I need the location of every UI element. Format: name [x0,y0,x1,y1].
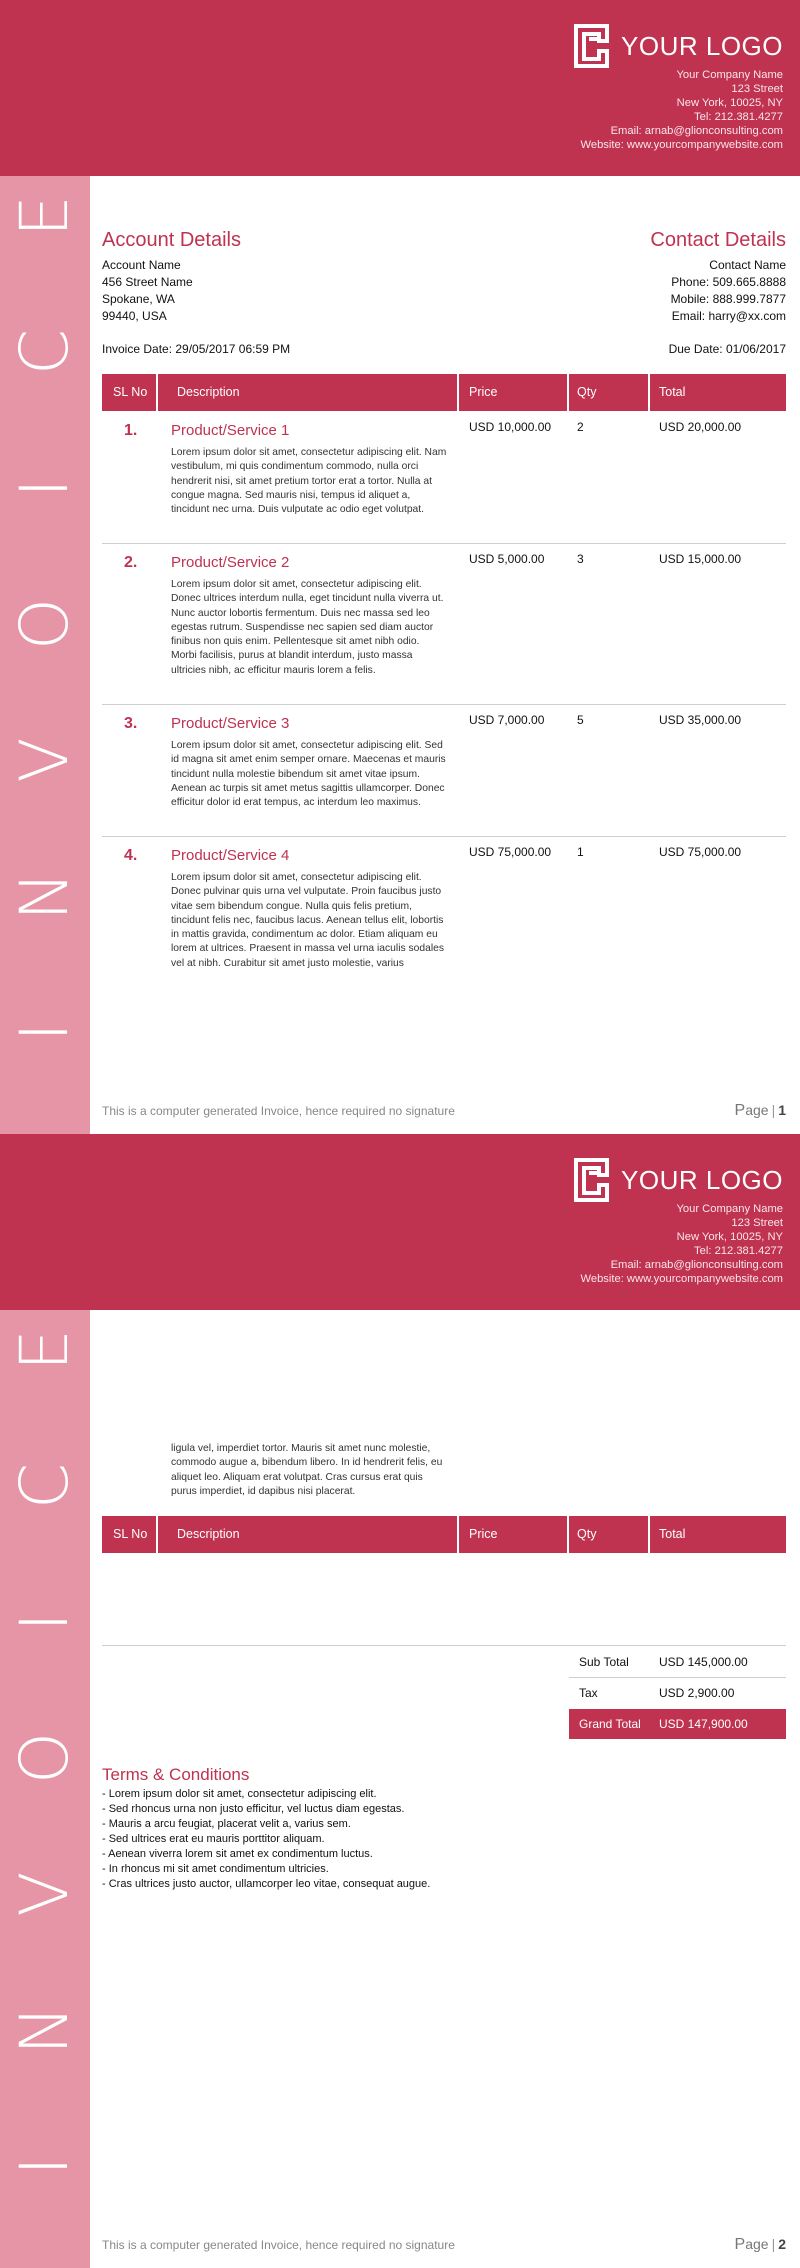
terms-item: - Lorem ipsum dolor sit amet, consectetur adipiscing elit. [102,1788,377,1800]
logo-text: YOUR LOGO [621,1165,783,1195]
item-description: Lorem ipsum dolor sit amet, consectetur adipiscing elit. Donec ultrices interdum nulla, eget tincidunt nulla viverra ut. Nunc auctor lobortis fermentum. Duis nec massa sed leo egestas rutrum. Suspendisse nec sapien sed diam auctor finibus non quis enim. Pellentesque sit amet nibh odio. Morbi facilisis, purus at blandit interdum, justo massa ultricies nibh, ac efficitur mauris lorem a felis. [171,579,444,676]
terms-item: - Mauris a arcu feugiat, placerat velit a, varius sem. [102,1818,351,1830]
company-email: Email: arnab@glionconsulting.com [610,1259,783,1271]
square-bracket-logo-icon [573,23,611,69]
subtotal-value: USD 145,000.00 [659,1655,748,1669]
page-number-value: 2 [778,2236,786,2252]
sidebar-letter: E [6,1329,83,1371]
header-qty: Qty [577,1527,597,1541]
header-divider [648,374,650,411]
item-title: Product/Service 1 [171,422,290,439]
company-street: 123 Street [731,83,783,95]
company-tel: Tel: 212.381.4277 [694,111,783,123]
sidebar-letter: O [6,598,83,650]
header-divider [567,1516,569,1553]
contact-name: Contact Name [709,258,786,272]
item-number: 3. [124,715,138,732]
item-description-continued: ligula vel, imperdiet tortor. Mauris sit amet nunc molestie, commodo augue a, bibendum libero. In id hendrerit felis, eu aliquet leo. Aliquam erat volutpat. Cras cursus erat quis purus imperdiet, id dapibus nisi placerat. [171,1443,443,1497]
item-number: 1. [124,422,138,439]
company-website: Website: www.yourcompanywebsite.com [580,139,783,151]
company-info [581,68,784,152]
header-price: Price [469,385,498,399]
grand-total-row [569,1709,786,1739]
account-city: Spokane, WA [102,292,175,306]
item-qty: 3 [577,552,584,566]
company-tel: Tel: 212.381.4277 [694,1245,783,1257]
page-number [735,1102,786,1120]
company-name: Your Company Name [676,69,783,81]
grand-total-value: USD 147,900.00 [659,1717,748,1731]
header-divider [457,1516,459,1553]
item-title: Product/Service 3 [171,715,290,732]
invoice-sidebar [0,176,90,1134]
tax-row [569,1678,786,1708]
contact-details-title: Contact Details [650,229,786,251]
item-title: Product/Service 2 [171,554,290,571]
due-date: Due Date: 01/06/2017 [668,342,786,356]
invoice-date: Invoice Date: 29/05/2017 06:59 PM [102,342,291,356]
sidebar-letter: N [6,2005,83,2055]
account-name: Account Name [102,258,181,272]
logo-text: YOUR LOGO [621,31,783,61]
sidebar-letter: I [6,478,83,498]
header-total: Total [659,1527,686,1541]
item-price: USD 10,000.00 [469,420,552,434]
company-email: Email: arnab@glionconsulting.com [610,125,783,137]
invoice-page-2 [0,1134,800,2268]
company-logo [573,1156,783,1204]
header-sl-no: SL No [113,385,148,399]
header-price: Price [469,1527,498,1541]
page-label: age [745,2236,769,2252]
sidebar-invoice-text [0,176,90,1134]
page-content [102,1310,786,2268]
contact-mobile: Mobile: 888.999.7877 [670,292,786,306]
account-details-title: Account Details [102,229,241,251]
header-description: Description [177,1527,240,1541]
item-price: USD 75,000.00 [469,845,552,859]
sidebar-letter: C [6,1462,83,1510]
sidebar-letter: V [6,1871,83,1917]
header-divider [156,1516,158,1553]
sidebar-letter: E [6,195,83,237]
header-divider [457,374,459,411]
terms-item: - Sed rhoncus urna non justo efficitur, vel luctus diam egestas. [102,1803,405,1815]
company-website: Website: www.yourcompanywebsite.com [580,1273,783,1285]
sidebar-letter: I [6,2156,83,2176]
grand-total-label: Grand Total [579,1717,641,1731]
item-title: Product/Service 4 [171,847,290,864]
sidebar-letter: C [6,328,83,376]
items-table-header [102,374,786,411]
tax-value: USD 2,900.00 [659,1686,735,1700]
contact-email: Email: harry@xx.com [671,309,786,323]
sidebar-letter: V [6,737,83,783]
page-number [735,2236,786,2254]
item-total: USD 35,000.00 [659,713,742,727]
header-divider [567,374,569,411]
header-qty: Qty [577,385,597,399]
item-description: Lorem ipsum dolor sit amet, consectetur adipiscing elit. Donec pulvinar quis urna vel vulputate. Proin faucibus justo vitae sem bibendum congue. Nulla quis felis pretium, tincidunt felis nec, faucibus lacus. Aenean tellus elit, lobortis in mattis gravida, condimentum ac dolor. Etiam aliquam eu lorem at ultrices. Praesent in massa vel urna iaculis sodales vel at nibh. Curabitur sit amet justo molestie, varius [171,872,444,969]
company-name: Your Company Name [676,1203,783,1215]
tax-label: Tax [579,1686,598,1700]
item-price: USD 5,000.00 [469,552,545,566]
terms-item: - Cras ultrices justo auctor, ullamcorper leo vitae, consequat augue. [102,1878,431,1890]
terms-item: - Aenean viverra lorem sit amet ex condimentum luctus. [102,1848,373,1860]
terms-list [102,1787,430,1892]
table-row [102,412,786,543]
header-divider [156,374,158,411]
table-row [102,837,786,987]
items-table-header [102,1516,786,1553]
page-content [102,176,786,1134]
header-sl-no: SL No [113,1527,148,1541]
item-qty: 2 [577,420,584,434]
company-info [581,1202,784,1286]
table-row [102,544,786,705]
item-qty: 5 [577,713,584,727]
company-city: New York, 10025, NY [676,97,783,109]
item-number: 2. [124,554,138,571]
invoice-sidebar [0,1310,90,2268]
account-zip: 99440, USA [102,309,167,323]
row-divider [102,1645,786,1646]
square-bracket-logo-icon [573,1157,611,1203]
account-details [102,257,193,325]
page-header [0,1134,800,1310]
company-street: 123 Street [731,1217,783,1229]
sidebar-letter: I [6,1022,83,1042]
page-header [0,0,800,176]
item-price: USD 7,000.00 [469,713,545,727]
item-description: Lorem ipsum dolor sit amet, consectetur adipiscing elit. Nam vestibulum, mi quis condimentum commodo, nulla orci hendrerit nisi, sit amet pretium tortor erat a tortor. Nulla at congue magna. Sed mauris nisi, tempus id aliquet a, tincidunt nec urna. Duis vulputate ac odio eget volutpat. [171,447,447,516]
page-number-value: 1 [778,1102,786,1118]
subtotal-row [569,1647,786,1677]
sidebar-letter: O [6,1732,83,1784]
company-logo [573,22,783,70]
footer-note: This is a computer generated Invoice, hence required no signature [102,1104,455,1118]
company-city: New York, 10025, NY [676,1231,783,1243]
sidebar-letter: N [6,871,83,921]
page-label: age [745,1102,769,1118]
header-total: Total [659,385,686,399]
sidebar-letter: I [6,1612,83,1632]
item-description: Lorem ipsum dolor sit amet, consectetur adipiscing elit. Sed id magna sit amet enim semper ornare. Maecenas et mauris tincidunt nulla molestie bibendum sit amet vitae ipsum. Aenean ac turpis sit amet metus sagittis ullamcorper. Donec efficitur dolor id erat tempus, ac interdum leo maximus. [171,740,446,809]
page-separator: | [771,1102,776,1118]
terms-item: - In rhoncus mi sit amet condimentum ultricies. [102,1863,329,1875]
item-number: 4. [124,847,138,864]
footer-note: This is a computer generated Invoice, hence required no signature [102,2238,455,2252]
header-divider [648,1516,650,1553]
page-label-initial: P [734,2236,746,2253]
contact-phone: Phone: 509.665.8888 [671,275,786,289]
item-total: USD 20,000.00 [659,420,742,434]
terms-item: - Sed ultrices erat eu mauris porttitor aliquam. [102,1833,325,1845]
page-separator: | [771,2236,776,2252]
terms-title: Terms & Conditions [102,1765,250,1784]
account-street: 456 Street Name [102,275,193,289]
item-total: USD 75,000.00 [659,845,742,859]
item-qty: 1 [577,845,584,859]
contact-details [671,257,786,325]
page-label-initial: P [734,1102,746,1119]
sidebar-invoice-text [0,1310,90,2268]
table-row [102,705,786,836]
subtotal-label: Sub Total [579,1655,629,1669]
header-description: Description [177,385,240,399]
item-total: USD 15,000.00 [659,552,742,566]
